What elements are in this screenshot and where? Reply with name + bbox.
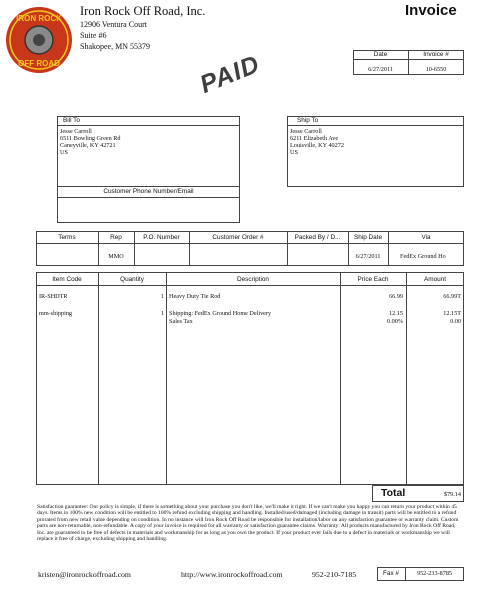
description-header: Description — [237, 276, 269, 283]
bill-to-line-3: Caneyville, KY 42721 — [60, 142, 116, 149]
ship-to-line-1: Jesse Carroll — [290, 128, 322, 135]
ship-date-header: Ship Date — [353, 234, 383, 241]
company-city: Shakopee, MN 55379 — [80, 42, 150, 51]
company-address-1: 12906 Ventura Court — [80, 20, 147, 29]
ship-to-line-2: 6211 Elizabeth Ave — [290, 135, 339, 142]
rep-header: Rep — [110, 234, 122, 241]
table-row-price-2: 0.00% — [387, 318, 403, 325]
invoice-date: 6/27/2011 — [368, 66, 393, 73]
ship-to-line-3: Louisville, KY 40272 — [290, 142, 344, 149]
price-each-header: Price Each — [357, 276, 389, 283]
via-header: Via — [421, 234, 431, 241]
bill-to-line-1: Jesse Carroll — [60, 128, 92, 135]
table-row-desc-2: Sales Tax — [169, 318, 193, 325]
invoice-number-label: Invoice # — [423, 51, 449, 58]
table-row-amount-2: 0.00 — [450, 318, 461, 325]
bill-to-label: Bill To — [63, 117, 80, 124]
total-value: $79.14 — [443, 491, 461, 498]
table-row-price: 12.15 — [389, 310, 403, 317]
terms-header: Terms — [58, 234, 76, 241]
ship-date-value: 6/27/2011 — [355, 253, 381, 260]
footer-phone: 952-210-7185 — [312, 570, 357, 579]
invoice-title: Invoice — [405, 2, 457, 19]
footer-email[interactable]: kristen@ironrockoffroad.com — [38, 570, 131, 579]
table-row-code: IR-SHDTR — [39, 293, 68, 300]
ship-to-label: Ship To — [297, 117, 319, 124]
rep-value: MMO — [108, 253, 124, 260]
svg-text:IRON ROCK: IRON ROCK — [16, 14, 62, 23]
date-label: Date — [373, 51, 388, 58]
po-number-header: P.O. Number — [143, 234, 180, 241]
via-value: FedEx Ground Ho — [400, 253, 446, 260]
customer-phone-label: Customer Phone Number/Email — [103, 188, 194, 195]
bill-to-line-2: 6511 Bowling Green Rd — [60, 135, 121, 142]
quantity-header: Quantity — [120, 276, 144, 283]
footer-website[interactable]: http://www.ironrockoffroad.com — [181, 570, 283, 579]
table-row-qty: 1 — [160, 310, 164, 317]
fax-label: Fax # — [383, 570, 399, 577]
ship-to-line-4: US — [290, 149, 298, 156]
amount-header: Amount — [423, 276, 447, 283]
line-items-table — [36, 272, 464, 485]
customer-order-header: Customer Order # — [212, 234, 264, 241]
company-address-2: Suite #6 — [80, 31, 107, 40]
fax-number: 952-233-8785 — [416, 570, 453, 577]
item-code-header: Item Code — [52, 276, 82, 283]
bill-to-line-4: US — [60, 149, 68, 156]
table-row-code: mm-shipping — [39, 310, 73, 317]
table-row-price: 66.99 — [389, 293, 403, 300]
guarantee-text: Satisfaction guarantee: Our policy is simple, if there is something about your purchase you don't like, we'll make it right. If we can't make you happy you can return your product within 45 days. Items in 100% new condition will be entitled to 100% refund excluding shipping and handling. Installed/used/damaged (including damage in transit) parts will be entitled to a refund prorated from new retail value depending on condition. In no instance will Iron Rock Off Road be responsible for installation/labor on any satisfaction guarantee or warranty claim. Custom parts are non-returnable, non-refundable. A copy of your invoice is required for all warranty or satisfaction guarantee claims. Warranty: All products manufactured by Iron Rock Off Road, Inc. are guaranteed to be free of defects in materials and workmanship for as long as you own the product. If your product ever fails due to a defect in materials or workmanship we will replace it free of charge, excluding shipping and handling. — [37, 504, 459, 543]
ship-to-box — [287, 116, 464, 187]
packed-by-header: Packed By / D... — [294, 234, 341, 241]
company-logo — [5, 6, 73, 74]
table-row-amount: 66.99T — [443, 293, 461, 300]
table-row-desc: Shipping: FedEx Ground Home Delivery — [169, 310, 272, 317]
svg-text:OFF ROAD: OFF ROAD — [18, 59, 60, 68]
table-row-qty: 1 — [160, 293, 164, 300]
invoice-number: 10-6550 — [425, 66, 447, 73]
table-row-desc: Heavy Duty Tie Rod — [169, 293, 221, 300]
table-row-amount: 12.15T — [443, 310, 461, 317]
total-label: Total — [381, 487, 406, 499]
company-name: Iron Rock Off Road, Inc. — [80, 4, 206, 18]
paid-stamp: PAID — [196, 49, 264, 99]
